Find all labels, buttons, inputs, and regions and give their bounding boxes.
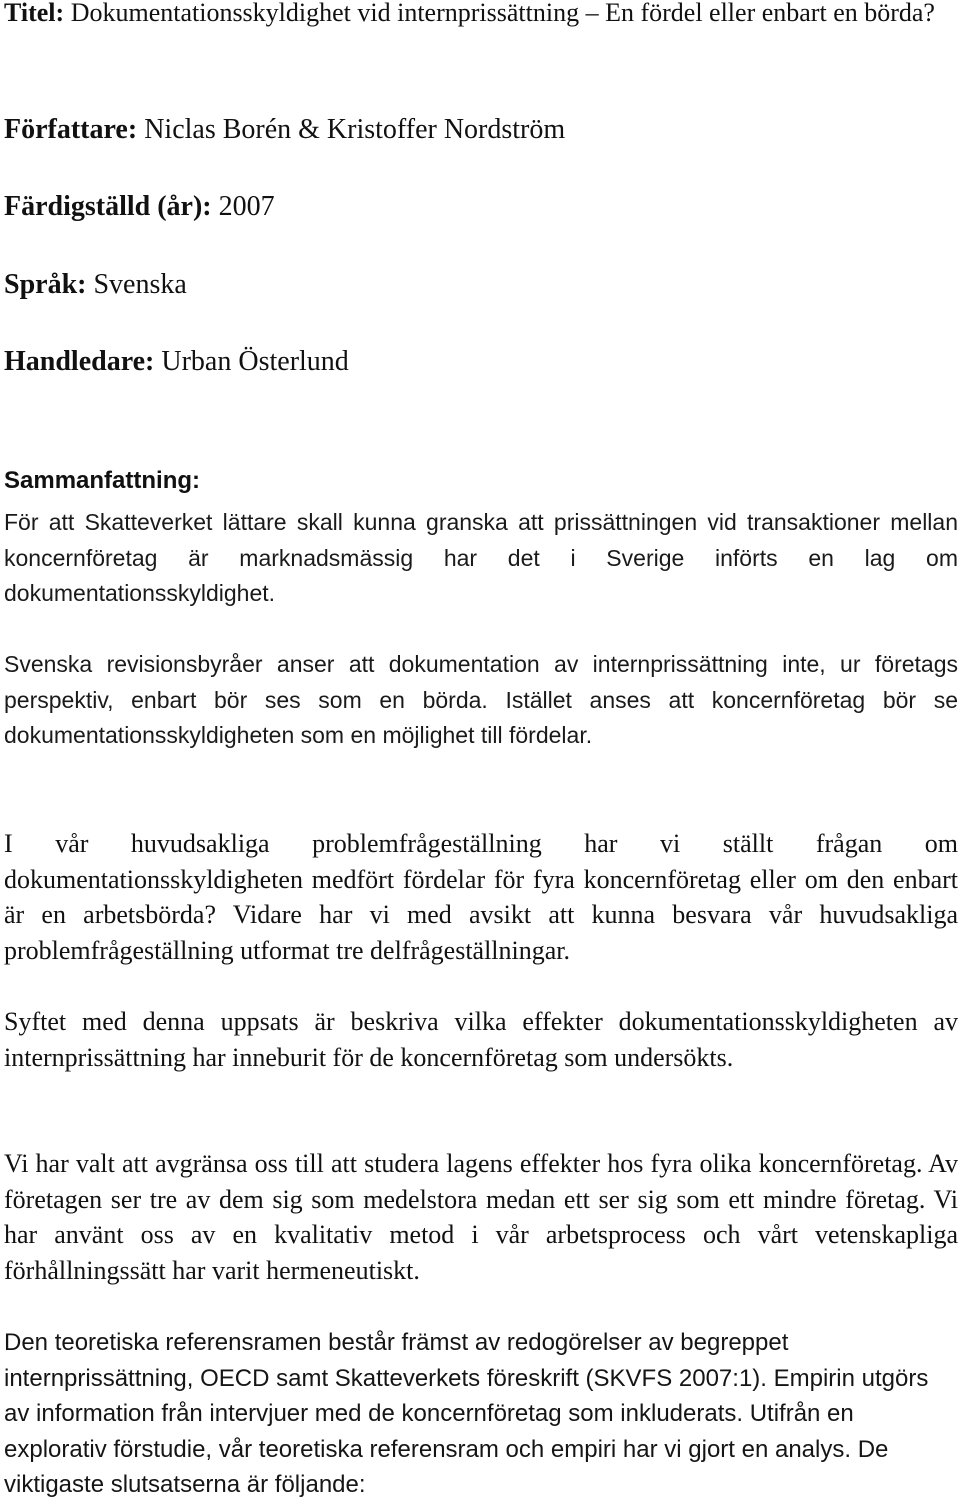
- language-line: [4, 267, 958, 303]
- summary-paragraph-1: För att Skatteverket lättare skall kunna granska att prissättningen vid transaktioner mellan koncernföretag är marknadsmässig har det i Sverige införts en lag om dokumentationsskyldighet.: [4, 509, 958, 606]
- year-line: [4, 189, 958, 225]
- summary-heading: Sammanfattning:: [4, 467, 201, 494]
- summary-paragraph-3: I vår huvudsakliga problemfrågeställning har vi ställt frågan om dokumentationsskyldigheten medfört fördelar för fyra koncernföretag eller om den enbart är en arbetsbörda? Vidare har vi med avsikt att kunna besvara vår huvudsakliga problemfrågeställning utformat tre delfrågeställningar.: [4, 829, 958, 965]
- language-label: Språk:: [4, 269, 87, 300]
- year-label: Färdigställd (år):: [4, 191, 212, 222]
- title-line: [4, 0, 958, 31]
- summary-paragraph-2: Svenska revisionsbyråer anser att dokumentation av internprissättning inte, ur företags perspektiv, enbart bör ses som en börda. Istället anses att koncernföretag bör se dokumentationsskyldigheten som en möjlighet till fördelar.: [4, 651, 958, 748]
- authors-line: [4, 112, 958, 148]
- supervisor-line: [4, 344, 958, 380]
- authors-label: Författare:: [4, 114, 138, 145]
- title-text: Dokumentationsskyldighet vid internprissättning – En fördel eller enbart en börda?: [70, 0, 935, 27]
- summary-paragraph-5: Vi har valt att avgränsa oss till att studera lagens effekter hos fyra olika koncernföretag. Av företagen ser tre av dem sig som medelstora medan ett ser sig som ett mindre företag. Vi har använt oss av en kvalitativ metod i vår arbetsprocess och vårt vetenskapliga förhållningssätt har varit hermeneutiskt.: [4, 1149, 958, 1285]
- title-label: Titel:: [4, 0, 65, 27]
- supervisor-text: Urban Österlund: [161, 346, 349, 377]
- supervisor-label: Handledare:: [4, 346, 155, 377]
- year-text: 2007: [218, 191, 275, 222]
- summary-paragraph-4: Syftet med denna uppsats är beskriva vilka effekter dokumentationsskyldigheten av internprissättning har inneburit för de koncernföretag som undersökts.: [4, 1007, 958, 1072]
- summary-paragraph-6: Den teoretiska referensramen består främst av redogörelser av begreppet internprissättning, OECD samt Skatteverkets föreskrift (SKVFS 2007:1). Empirin utgörs av information från intervjuer med de koncernföretag som inkluderats. Utifrån en explorativ förstudie, vår teoretiska referensram och empiri har vi gjort en analys. De viktigaste slutsatserna är följande:: [4, 1329, 929, 1498]
- authors-text: Niclas Borén & Kristoffer Nordström: [144, 114, 566, 145]
- language-text: Svenska: [93, 269, 187, 300]
